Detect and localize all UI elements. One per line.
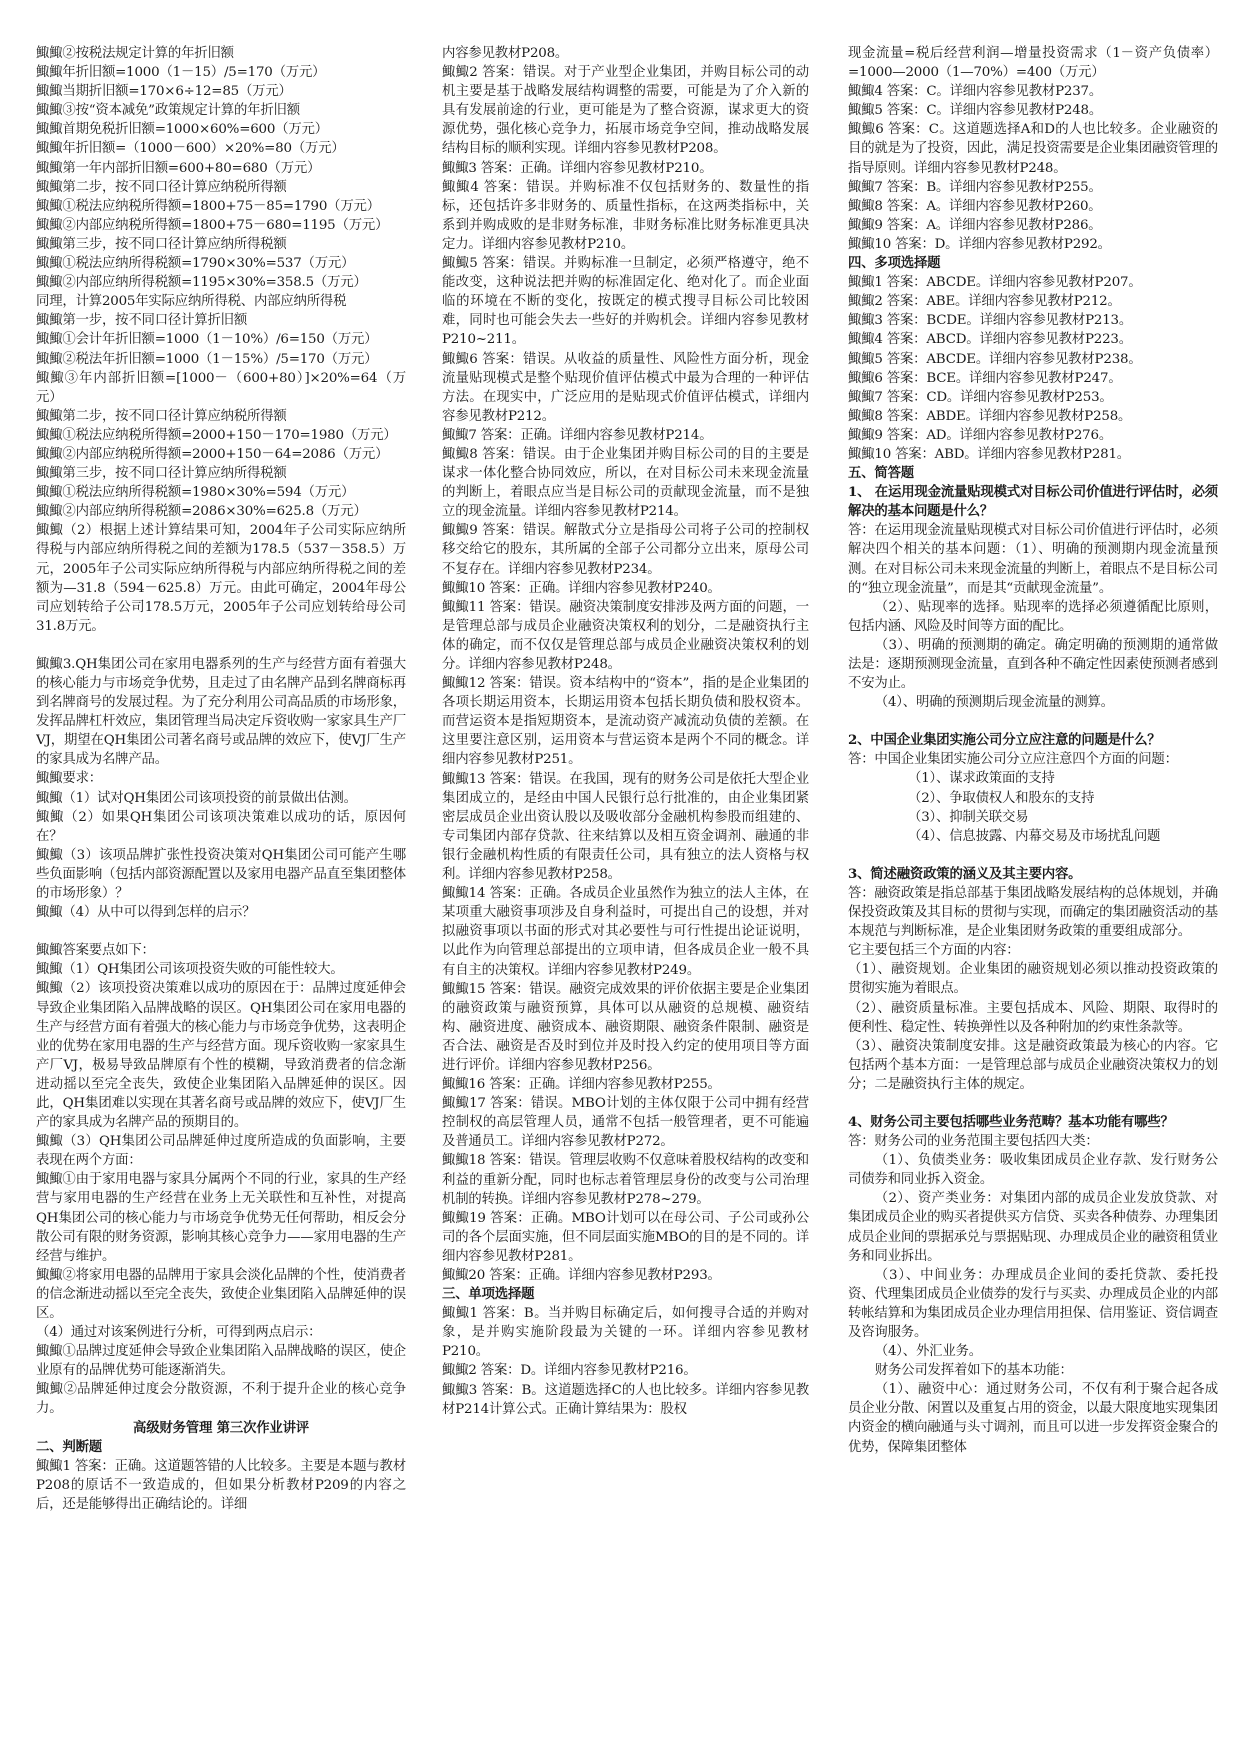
paragraph: 鯫鯫12 答案：错误。资本结构中的“资本”，指的是企业集团的各项长期运用资本，长期运用资本包括长期负债和股权资本。而营运资本是指短期资本，是流动资产减流动负债的差额。在这里要注意区别，运用资本与营运资本是两个不同的概念。详细内容参见教材P251。 bbox=[442, 676, 809, 768]
paragraph: 鯫鯫2 答案：错误。对于产业型企业集团，并购目标公司的动机主要是基于战略发展结构调整的需要，可能是为了介入新的具有发展前途的行业，更可能是为了整合资源，谋求更大的资源优势，强化核心竞争力，拓展市场竞争空间，推动战略发展结构目标的顺利实现。详细内容参见教材P208。 bbox=[442, 65, 809, 157]
text-line: 鯫鯫3 答案：BCDE。详细内容参见教材P213。 bbox=[848, 313, 1133, 329]
text-line: 鯫鯫②内部应纳税所得额=2000+150－64=2086（万元） bbox=[36, 446, 389, 462]
text-line: 鯫鯫①税法应纳税所得额=2000+150－170=1980（万元） bbox=[36, 427, 397, 443]
question-heading: 2、中国企业集团实施公司分立应注意的问题是什么？ bbox=[848, 732, 1161, 749]
column-middle bbox=[442, 44, 809, 1744]
paragraph: 鯫鯫1 答案：正确。这道题答错的人比较多。主要是本题与教材P208的原话不一致造成的，但如果分析教材P209的内容之后，还是能够得出正确结论的。详细 bbox=[36, 1458, 406, 1512]
answer-item: （4）、外汇业务。 bbox=[874, 1344, 982, 1360]
spacer bbox=[848, 1094, 1218, 1113]
text-line: 鯫鯫第一步，按不同口径计算折旧额 bbox=[36, 313, 248, 329]
paragraph: 鯫鯫5 答案：错误。并购标准一旦制定，必须严格遵守，绝不能改变，这种说法把并购的标准固定化、绝对化了。而企业面临的环境在不断的变化，按既定的模式搜寻目标公司比较困难，同时也可能会失去一些好的并购机会。详细内容参见教材P210~211。 bbox=[442, 256, 809, 348]
answer-paragraph: （3）、明确的预测期的确定。确定明确的预测期的通常做法是：逐期预测现金流量，直到各种不确定性因素使预测者感到不安为止。 bbox=[848, 637, 1218, 692]
text-line: 鯫鯫①税法应纳所得税额=1790×30%=537（万元） bbox=[36, 256, 355, 272]
text-line: 鯫鯫②内部应纳税所得额=1800+75－680=1195（万元） bbox=[36, 217, 389, 233]
text-line: 鯫鯫（3）该项品牌扩张性投资决策对QH集团公司可能产生哪些负面影响（包括内部资源配置以及家用电器产品直至集团整体的市场形象）？ bbox=[36, 847, 406, 902]
text-line: 鯫鯫4 答案：C。详细内容参见教材P237。 bbox=[848, 84, 1103, 100]
paragraph: 鯫鯫①由于家用电器与家具分属两个不同的行业，家具的生产经营与家用电器的生产经营在业务上无关联性和互补性，对提高QH集团公司的核心能力与市场竞争优势无任何帮助，相反会分散公司有限的财务资源，影响其核心竞争力——家用电器的生产经营与维护。 bbox=[36, 1172, 406, 1264]
section-title: 高级财务管理 第三次作业讲评 bbox=[133, 1419, 309, 1436]
answer-item: （1）、谋求政策面的支持 bbox=[908, 771, 1055, 787]
spacer bbox=[848, 846, 1218, 865]
answer-paragraph: （1）、融资中心：通过财务公司，不仅有利于聚合起各成员企业分散、闲置以及重复占用的资金，以最大限度地实现集团内资金的横向融通与头寸调剂，而且可以进一步发挥资金聚合的优势，保障集团整体 bbox=[848, 1382, 1218, 1455]
text-line: 鯫鯫5 答案：ABCDE。详细内容参见教材P238。 bbox=[848, 351, 1142, 367]
text-line: 鯫鯫2 答案：D。详细内容参见教材P216。 bbox=[442, 1363, 697, 1379]
text-line: 鯫鯫5 答案：C。详细内容参见教材P248。 bbox=[848, 103, 1103, 119]
paragraph: 鯫鯫8 答案：错误。由于企业集团并购目标公司的目的主要是谋求一体化整合协同效应，所以，在对目标公司未来现金流量的判断上，着眼点应当是目标公司的贡献现金流量，而不是独立的现金流量。详细内容参见教材P214。 bbox=[442, 446, 809, 520]
text-line: 鯫鯫10 答案：ABD。详细内容参见教材P281。 bbox=[848, 446, 1130, 462]
text-line: 鯫鯫第三步，按不同口径计算应纳所得税额 bbox=[36, 236, 287, 252]
text-line: 鯫鯫9 答案：AD。详细内容参见教材P276。 bbox=[848, 427, 1113, 443]
paragraph: 鯫鯫（2）根据上述计算结果可知，2004年子公司实际应纳所得税与内部应纳所得税之间的差额为178.5（537－358.5）万元，2005年子公司实际应纳所得税与内部应纳所得税之间的差额为—31.8（594－625.8）万元。由此可确定，2004年母公司应划转给子公司178.5万元，2005年子公司应划转给母公司31.8万元。 bbox=[36, 523, 406, 634]
text-line: 鯫鯫当期折旧额=170×6÷12=85（万元） bbox=[36, 84, 292, 100]
question-heading: 3、简述融资政策的涵义及其主要内容。 bbox=[848, 865, 1082, 882]
answer-paragraph: 答：融资政策是指总部基于集团战略发展结构的总体规划，并确保投资政策及其目标的贯彻与实现，而确定的集团融资活动的基本规范与判断标准，是企业集团财务政策的重要组成部分。 bbox=[848, 885, 1218, 940]
paragraph: 鯫鯫1 答案：B。当并购目标确定后，如何搜寻合适的并购对象，是并购实施阶段最为关键的一环。详细内容参见教材P210。 bbox=[442, 1306, 809, 1360]
text-line: 同理，计算2005年实际应纳所得税、内部应纳所得税 bbox=[36, 294, 347, 310]
text-line: 鯫鯫8 答案：ABDE。详细内容参见教材P258。 bbox=[848, 408, 1132, 424]
section-heading: 二、判断题 bbox=[36, 1438, 102, 1455]
answer-paragraph: （2）、资产类业务：对集团内部的成员企业发放贷款、对集团成员企业的购买者提供买方信贷、买卖各种债券、办理集团成员企业间的票据承兑与票据贴现、办理成员企业的融资租赁业务和同业拆出。 bbox=[848, 1191, 1218, 1264]
section-heading: 四、多项选择题 bbox=[848, 255, 941, 272]
answer-item: （4）、信息披露、内幕交易及市场扰乱问题 bbox=[908, 828, 1161, 844]
text-line: 内容参见教材P208。 bbox=[442, 46, 569, 61]
answer-paragraph: （1）、融资规划。企业集团的融资规划必须以推动投资政策的贯彻实施为着眼点。 bbox=[848, 962, 1218, 997]
text-line: 鯫鯫6 答案：BCE。详细内容参见教材P247。 bbox=[848, 370, 1122, 386]
text-line: 鯫鯫②内部应纳所得税额=2086×30%=625.8（万元） bbox=[36, 504, 367, 520]
answer-paragraph: （2）、贴现率的选择。贴现率的选择必须遵循配比原则，包括内涵、风险及时间等方面的配比。 bbox=[848, 599, 1218, 634]
column-left bbox=[36, 44, 406, 1744]
text-line: 鯫鯫9 答案：A。详细内容参见教材P286。 bbox=[848, 217, 1102, 233]
text-line: 鯫鯫年折旧额=1000（1－15）/5=170（万元） bbox=[36, 65, 326, 81]
section-heading: 五、简答题 bbox=[848, 465, 914, 482]
text-line: 鯫鯫7 答案：B。详细内容参见教材P255。 bbox=[848, 179, 1102, 195]
text-line: 它主要包括三个方面的内容： bbox=[848, 943, 1020, 959]
text-line: 鯫鯫第一年内部折旧额=600+80=680（万元） bbox=[36, 160, 321, 176]
paragraph: 鯫鯫6 答案：错误。从收益的质量性、风险性方面分析，现金流量贴现模式是整个贴现价值评估模式中最为合理的一种评估方法。在现实中，广泛应用的是贴现式价值评估模式，详细内容参见教材P212。 bbox=[442, 351, 809, 424]
text-line: 鯫鯫（3）QH集团公司品牌延伸过度所造成的负面影响，主要表现在两个方面： bbox=[36, 1134, 406, 1169]
section-heading: 三、单项选择题 bbox=[442, 1286, 535, 1303]
text-line: 鯫鯫②品牌延伸过度会分散资源，不利于提升企业的核心竞争力。 bbox=[36, 1382, 406, 1417]
answer-paragraph: （4）、明确的预测期后现金流量的测算。 bbox=[874, 695, 1114, 711]
answer-paragraph: 答：中国企业集团实施公司分立应注意四个方面的问题： bbox=[848, 752, 1178, 768]
text-line: 鯫鯫③年内部折旧额=[1000－（600+80）]×20%=64（万元） bbox=[36, 370, 406, 405]
paragraph: 鯫鯫3 答案：B。这道题选择C的人也比较多。详细内容参见教材P214计算公式。正确计算结果为：股权 bbox=[442, 1382, 809, 1417]
case-paragraph: 鯫鯫3.QH集团公司在家用电器系列的生产与经营方面有着强大的核心能力与市场竞争优势，且走过了由名牌产品到名牌商标再到名牌商号的发展过程。为了充分利用公司高品质的市场形象，发挥品牌杠杆效应，集团管理当局决定斥资收购一家家具生产厂VJ，期望在QH集团公司著名商号或品牌的效应下，使VJ厂生产的家具成为名牌产品。 bbox=[36, 656, 406, 768]
answer-paragraph: 答：在运用现金流量贴现模式对目标公司价值进行评估时，必须解决四个相关的基本问题：（1）、明确的预测期内现金流量预测。在对目标公司未来现金流量的判断上，着眼点不是目标公司的“独立现金流量”，而是其“贡献现金流量”。 bbox=[848, 523, 1218, 596]
text-line: 鯫鯫第三步，按不同口径计算应纳所得税额 bbox=[36, 466, 287, 482]
text-line: 鯫鯫7 答案：正确。详细内容参见教材P214。 bbox=[442, 427, 713, 443]
text-line: 鯫鯫（1）试对QH集团公司该项投资的前景做出估测。 bbox=[36, 790, 357, 806]
paragraph: 鯫鯫14 答案：正确。各成员企业虽然作为独立的法人主体，在某项重大融资事项涉及自身利益时，可提出自己的设想，并对拟融资事项以书面的形式对其必要性与可行性提出论证说明，以此作为向管理总部提出的立项申请，但各成员企业一般不具有自主的决策权。详细内容参见教材P249。 bbox=[442, 886, 809, 978]
text-line: 鯫鯫①会计年折旧额=1000（1－10%）/6=150（万元） bbox=[36, 332, 378, 348]
text-line: 鯫鯫10 答案：D。详细内容参见教材P292。 bbox=[848, 236, 1111, 252]
text-line: 鯫鯫①税法应纳税所得额=1800+75－85=1790（万元） bbox=[36, 198, 380, 214]
question-heading: 4、财务公司主要包括哪些业务范畴？基本功能有哪些？ bbox=[848, 1113, 1174, 1130]
paragraph: 鯫鯫15 答案：错误。融资完成效果的评价依据主要是企业集团的融资政策与融资预算，具体可以从融资的总规模、融资结构、融资进度、融资成本、融资期限、融资条件限制、融资是否合法、融资是否及时到位并及时投入约定的使用项目等方面进行评价。详细内容参见教材P256。 bbox=[442, 981, 809, 1073]
paragraph: 鯫鯫6 答案：C。这道题选择A和D的人也比较多。企业融资的目的就是为了投资，因此，满足投资需要是企业集团融资管理的指导原则。详细内容参见教材P248。 bbox=[848, 122, 1218, 176]
answer-paragraph: （1）、负债类业务：吸收集团成员企业存款、发行财务公司债券和同业拆入资金。 bbox=[848, 1153, 1218, 1188]
text-line: 鯫鯫①品牌过度延伸会导致企业集团陷入品牌战略的误区，使企业原有的品牌优势可能逐渐消失。 bbox=[36, 1344, 406, 1379]
text-line: 财务公司发挥着如下的基本功能： bbox=[874, 1363, 1073, 1379]
text-line: 鯫鯫首期免税折旧额=1000×60%=600（万元） bbox=[36, 122, 328, 138]
paragraph: 鯫鯫11 答案：错误。融资决策制度安排涉及两方面的问题，一是管理总部与成员企业融资决策权利的划分，二是融资执行主体的确定，而不仅仅是管理总部与成员企业融资决策权利的划分。详细内容参见教材P248。 bbox=[442, 599, 809, 672]
text-line: 鯫鯫①税法应纳所得税额=1980×30%=594（万元） bbox=[36, 485, 355, 501]
answer-paragraph: （3）、中间业务：办理成员企业间的委托贷款、委托投资、代理集团成员企业债券的发行与买卖、办理成员企业的内部转帐结算和为集团成员企业办理信用担保、信用鉴证、资信调查及咨询服务。 bbox=[848, 1267, 1218, 1340]
paragraph: 鯫鯫17 答案：错误。MBO计划的主体仅限于公司中拥有经营控制权的高层管理人员，通常不包括一般管理者，更不可能遍及普通员工。详细内容参见教材P272。 bbox=[442, 1096, 809, 1150]
text-line: 鯫鯫③按“资本减免”政策规定计算的年折旧额 bbox=[36, 103, 300, 119]
text-line: 鯫鯫3 答案：正确。详细内容参见教材P210。 bbox=[442, 160, 713, 176]
text-line: 鯫鯫7 答案：CD。详细内容参见教材P253。 bbox=[848, 389, 1113, 405]
text-line: 鯫鯫16 答案：正确。详细内容参见教材P255。 bbox=[442, 1077, 721, 1093]
text-line: 鯫鯫8 答案：A。详细内容参见教材P260。 bbox=[848, 198, 1102, 214]
paragraph: 鯫鯫13 答案：错误。在我国，现有的财务公司是依托大型企业集团成立的，是经由中国人民银行总行批准的，由企业集团紧密层成员企业出资认股以及吸收部分金融机构参股而组建的、专司集团内部存贷款、往来结算以及相互资金调剂、融通的非银行金融机构性质的有限责任公司，具有独立的法人资格与权利。详细内容参见教材P258。 bbox=[442, 771, 809, 883]
text-line: 鯫鯫第二步，按不同口径计算应纳税所得额 bbox=[36, 408, 287, 424]
text-line: 鯫鯫（2）如果QH集团公司该项决策难以成功的话，原因何在？ bbox=[36, 809, 406, 844]
answer-paragraph: （2）、融资质量标准。主要包括成本、风险、期限、取得时的便利性、稳定性、转换弹性以及各种附加的约束性条款等。 bbox=[848, 1000, 1218, 1035]
paragraph: 鯫鯫18 答案：错误。管理层收购不仅意味着股权结构的改变和利益的重新分配，同时也标志着管理层身份的改变与公司治理机制的转换。详细内容参见教材P278~279。 bbox=[442, 1153, 809, 1207]
spacer bbox=[36, 922, 406, 941]
text-line: 鯫鯫②按税法规定计算的年折旧额 bbox=[36, 46, 234, 61]
answer-paragraph: （3）、融资决策制度安排。这是融资政策最为核心的内容。它包括两个基本方面：一是管理总部与成员企业融资决策权力的划分；二是融资执行主体的规定。 bbox=[848, 1038, 1218, 1092]
text-line: 鯫鯫1 答案：ABCDE。详细内容参见教材P207。 bbox=[848, 275, 1142, 291]
spacer bbox=[848, 712, 1218, 731]
text-line: （4）通过对该案例进行分析，可得到两点启示： bbox=[36, 1325, 322, 1341]
text-line: 鯫鯫10 答案：正确。详细内容参见教材P240。 bbox=[442, 580, 721, 596]
spacer bbox=[36, 636, 406, 655]
paragraph: 鯫鯫（2）该项投资决策难以成功的原因在于：品牌过度延伸会导致企业集团陷入品牌战略的误区。QH集团公司在家用电器的生产与经营方面有着强大的核心能力与市场竞争优势，这表明企业的优势在家用电器的生产与经营方面。现斥资收购一家家具生产厂VJ，极易导致品牌原有个性的模糊，导致消费者的信念渐进动摇以至完全丧失，致使企业集团陷入品牌延伸的误区。因此，QH集团难以实现在其著名商号或品牌的效应下，使VJ厂生产的家具成为名牌产品的预期目的。 bbox=[36, 981, 406, 1131]
question-heading: 1、 在运用现金流量贴现模式对目标公司价值进行评估时，必须解决的基本问题是什么？ bbox=[848, 484, 1218, 520]
text-line: 鯫鯫②内部应纳所得税额=1195×30%=358.5（万元） bbox=[36, 275, 367, 291]
paragraph: 鯫鯫19 答案：正确。MBO计划可以在母公司、子公司或孙公司的各个层面实施，但不同层面实施MBO的目的是不同的。详细内容参见教材P281。 bbox=[442, 1210, 809, 1264]
text-line: 鯫鯫20 答案：正确。详细内容参见教材P293。 bbox=[442, 1268, 721, 1283]
paragraph: 鯫鯫9 答案：错误。解散式分立是指母公司将子公司的控制权移交给它的股东，其所属的全部子公司都分立出来，原母公司不复存在。详细内容参见教材P234。 bbox=[442, 523, 809, 577]
answer-item: （2）、争取债权人和股东的支持 bbox=[908, 790, 1095, 806]
text-line: 鯫鯫答案要点如下： bbox=[36, 943, 155, 959]
paragraph: 鯫鯫②将家用电器的品牌用于家具会淡化品牌的个性，使消费者的信念渐进动摇以至完全丧失，致使企业集团陷入品牌延伸的误区。 bbox=[36, 1267, 406, 1321]
text-line: 鯫鯫②税法年折旧额=1000（1－15%）/5=170（万元） bbox=[36, 351, 378, 367]
column-right bbox=[848, 44, 1218, 1744]
paragraph: 鯫鯫4 答案：错误。并购标准不仅包括财务的、数量性的指标，还包括许多非财务的、质量性指标，在这两类指标中，关系到并购成败的是非财务标准，非财务标准比财务标准更具决定力。详细内容参见教材P210。 bbox=[442, 179, 809, 252]
text-line: 鯫鯫（1）QH集团公司该项投资失败的可能性较大。 bbox=[36, 962, 344, 978]
paragraph: 现金流量=税后经营利润—增量投资需求（1－资产负债率）=1000—2000（1—70%）=400（万元） bbox=[848, 46, 1218, 81]
text-line: 鯫鯫年折旧额=（1000－600）×20%=80（万元） bbox=[36, 141, 345, 157]
text-line: 鯫鯫第二步，按不同口径计算应纳税所得额 bbox=[36, 179, 287, 195]
text-line: 鯫鯫4 答案：ABCD。详细内容参见教材P223。 bbox=[848, 332, 1132, 348]
answer-item: （3）、抑制关联交易 bbox=[908, 809, 1029, 825]
text-line: 答：财务公司的业务范围主要包括四大类： bbox=[848, 1134, 1099, 1150]
text-line: 鯫鯫2 答案：ABE。详细内容参见教材P212。 bbox=[848, 294, 1121, 310]
text-line: 鯫鯫要求： bbox=[36, 771, 102, 787]
text-line: 鯫鯫（4）从中可以得到怎样的启示？ bbox=[36, 905, 256, 921]
